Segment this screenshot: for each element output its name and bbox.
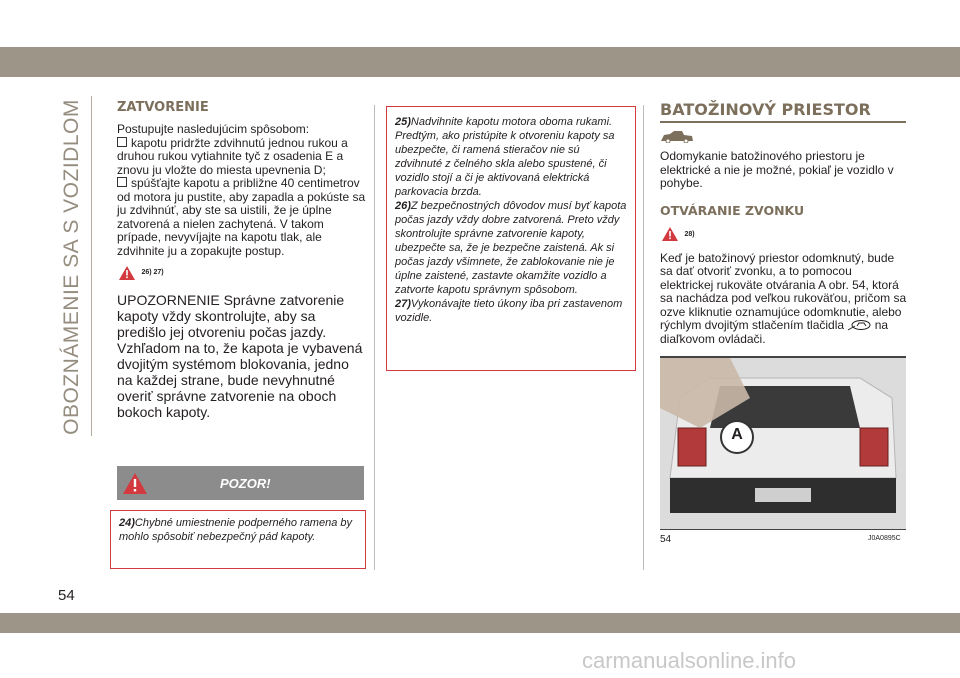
top-band bbox=[0, 47, 960, 77]
side-divider bbox=[91, 96, 92, 436]
column-3 bbox=[660, 100, 908, 346]
figure-number: 54 bbox=[660, 534, 672, 545]
column-divider-2 bbox=[643, 105, 644, 570]
heading-zatvorenie: ZATVORENIE bbox=[117, 100, 209, 115]
note-box-24 bbox=[110, 510, 366, 569]
opening-text-a: Keď je batožinový priestor odomknutý, bude sa dať otvoriť zvonku, a to pomocou elektrickej rukoväte otvárania A obr. 54, ktorá sa nachádza pod veľkou rukoväťou, pričom sa ozve kliknutie oznamujúce odomknutie, alebo rýchlym dvojitým stlačením tlačidla bbox=[660, 250, 907, 332]
note-27 bbox=[395, 297, 627, 325]
heading-otvaranie-zvonku: OTVÁRANIE ZVONKU bbox=[660, 202, 805, 218]
step-1 bbox=[117, 137, 367, 178]
warning-triangle-icon bbox=[123, 473, 147, 494]
callout-a-label: A bbox=[731, 426, 743, 443]
figure-54-image bbox=[660, 357, 906, 530]
column-divider-1 bbox=[374, 105, 375, 570]
warning-text: UPOZORNENIE Správne zatvorenie kapoty vždy skontrolujte, aby sa predišlo jej otvoreniu počas jazdy. Vzhľadom na to, že kapota je vybavená dvojitým systémom blokovania, jedno na každej strane, bude nevyhnutné overiť správne zatvorenie na oboch bokoch kapoty. bbox=[117, 292, 363, 420]
note-ref: 28) bbox=[684, 230, 695, 238]
car-rear-photo bbox=[660, 358, 906, 530]
note-24-text: Chybné umiestnenie podperného ramena by mohlo spôsobiť nebezpečný pád kapoty. bbox=[119, 517, 352, 543]
note-27-text: Vykonávajte tieto úkony iba pri zastavenom vozidle. bbox=[395, 298, 623, 324]
page-number: 54 bbox=[58, 587, 75, 604]
watermark: carmanualsonline.info bbox=[582, 648, 797, 673]
warning-ref bbox=[662, 226, 908, 244]
opening-text-b: na diaľkovom ovládači. bbox=[660, 318, 889, 346]
note-25-text: Nadvihnite kapotu motora oboma rukami. Predtým, ako pristúpite k otvoreniu kapoty sa ubezpečte, či ramená stieračov nie sú zdvihnuté z čelného skla alebo spustené, či vozidlo stojí a či je aktivovaná elektrická parkovacia brzda. bbox=[395, 116, 615, 198]
bottom-band bbox=[0, 613, 960, 633]
note-25 bbox=[395, 115, 627, 199]
column-1 bbox=[117, 100, 367, 420]
checkbox-icon bbox=[117, 177, 127, 187]
step-2 bbox=[117, 177, 367, 258]
note-24-number: 24) bbox=[119, 517, 135, 529]
intro-text: Postupujte nasledujúcim spôsobom: bbox=[117, 122, 310, 136]
pozor-label: POZOR! bbox=[220, 476, 271, 491]
callout-a bbox=[720, 420, 754, 454]
key-fob-trunk-icon bbox=[847, 319, 871, 331]
note-26 bbox=[395, 199, 627, 297]
warning-triangle-icon bbox=[119, 266, 135, 280]
note-25-number: 25) bbox=[395, 116, 411, 128]
checkbox-icon bbox=[117, 137, 127, 147]
car-trunk-icon bbox=[660, 129, 694, 143]
step-1-text: kapotu pridržte zdvihnutú jednou rukou a druhou rukou vytiahnite tyč z osadenia E a znovu ju vložte do miesta upevnenia D; bbox=[117, 135, 348, 177]
warning-refs bbox=[119, 264, 367, 282]
note-26-number: 26) bbox=[395, 200, 411, 212]
figure-bottom-rule bbox=[660, 529, 906, 530]
section-side-title: OBOZNÁMENIE SA S VOZIDLOM bbox=[60, 99, 83, 435]
note-24 bbox=[111, 511, 365, 544]
note-box-25-27 bbox=[386, 106, 636, 371]
opening-text bbox=[660, 252, 908, 347]
step-2-text: spúšťajte kapotu a približne 40 centimetrov od motora ju pustite, aby zapadla a pokúste sa ju zdvihnúť, aby ste sa uistili, že je úplne zatvorená a nielen zachytená. V takom prípade, nevyvíjajte na kapotu tlak, ale zdvihnite ju a zopakujte postup. bbox=[117, 176, 366, 258]
note-26-text: Z bezpečnostných dôvodov musí byť kapota počas jazdy vždy dobre zatvorená. Preto vždy skontrolujte správne zatvorenie kapoty, ubezpečte sa, že je bezpečne zaistená. Ak si počas jazdy všimnete, že zablokovanie nie je úplne zaistené, zastavte okamžite vozidlo a zatvorte kapotu správnym spôsobom. bbox=[395, 200, 627, 296]
note-refs: 26) 27) bbox=[141, 269, 164, 277]
heading-underline bbox=[660, 121, 906, 123]
note-27-number: 27) bbox=[395, 298, 411, 310]
notes-list bbox=[387, 107, 635, 325]
intro-text: Odomykanie batožinového priestoru je elektrické a nie je možné, pokiaľ je vozidlo v pohybe. bbox=[660, 149, 894, 190]
figure-code: J0A0895C bbox=[868, 535, 901, 542]
warning-triangle-icon bbox=[662, 227, 678, 241]
heading-batozinovy-priestor: BATOŽINOVÝ PRIESTOR bbox=[660, 100, 871, 119]
pozor-banner bbox=[117, 466, 364, 500]
